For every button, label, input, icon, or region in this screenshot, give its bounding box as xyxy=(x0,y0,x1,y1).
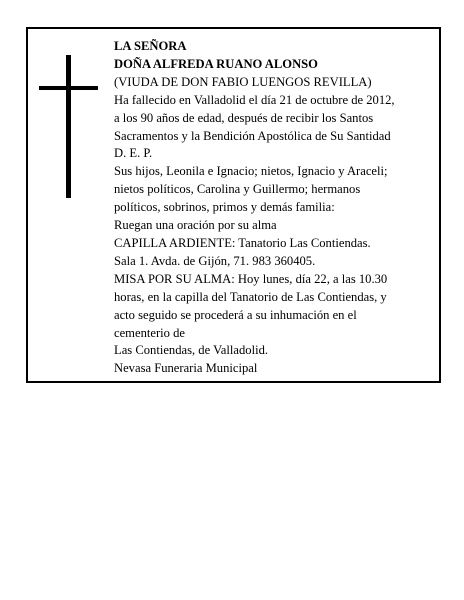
funeral-home-line: Nevasa Funeraria Municipal xyxy=(114,361,258,376)
notice-salutation: LA SEÑORA xyxy=(114,39,187,53)
family-line: nietos políticos, Carolina y Guillermo; hermanos xyxy=(114,182,361,197)
family-line: políticos, sobrinos, primos y demás familia: xyxy=(114,200,335,215)
mass-line: horas, en la capilla del Tanatorio de Las Contiendas, y xyxy=(114,289,387,304)
deceased-name: DOÑA ALFREDA RUANO ALONSO xyxy=(114,56,318,71)
chapel-line: CAPILLA ARDIENTE: Tanatorio Las Contiendas. xyxy=(114,235,371,250)
mass-line: cementerio de xyxy=(114,325,185,340)
mass-line: acto seguido se procederá a su inhumación en el xyxy=(114,307,357,322)
mass-line: MISA POR SU ALMA: Hoy lunes, día 22, a las 10.30 xyxy=(114,271,388,286)
chapel-address-line: Sala 1. Avda. de Gijón, 71. 983 360405. xyxy=(114,253,316,268)
widow-of-line: (VIUDA DE DON FABIO LUENGOS REVILLA) xyxy=(114,74,372,89)
rip-line: D. E. P. xyxy=(114,146,153,161)
cemetery-line: Las Contiendas, de Valladolid. xyxy=(114,343,269,358)
prayer-request-line: Ruegan una oración por su alma xyxy=(114,218,277,233)
obituary-text xyxy=(114,38,432,378)
family-line: Sus hijos, Leonila e Ignacio; nietos, Ignacio y Araceli; xyxy=(114,164,388,179)
cross-icon-bar xyxy=(39,86,98,90)
death-announcement-line: Ha fallecido en Valladolid el día 21 de octubre de 2012, xyxy=(114,92,395,107)
cross-icon xyxy=(66,55,71,198)
death-announcement-line: Sacramentos y la Bendición Apostólica de Su Santidad xyxy=(114,128,391,143)
death-announcement-line: a los 90 años de edad, después de recibir los Santos xyxy=(114,110,374,125)
